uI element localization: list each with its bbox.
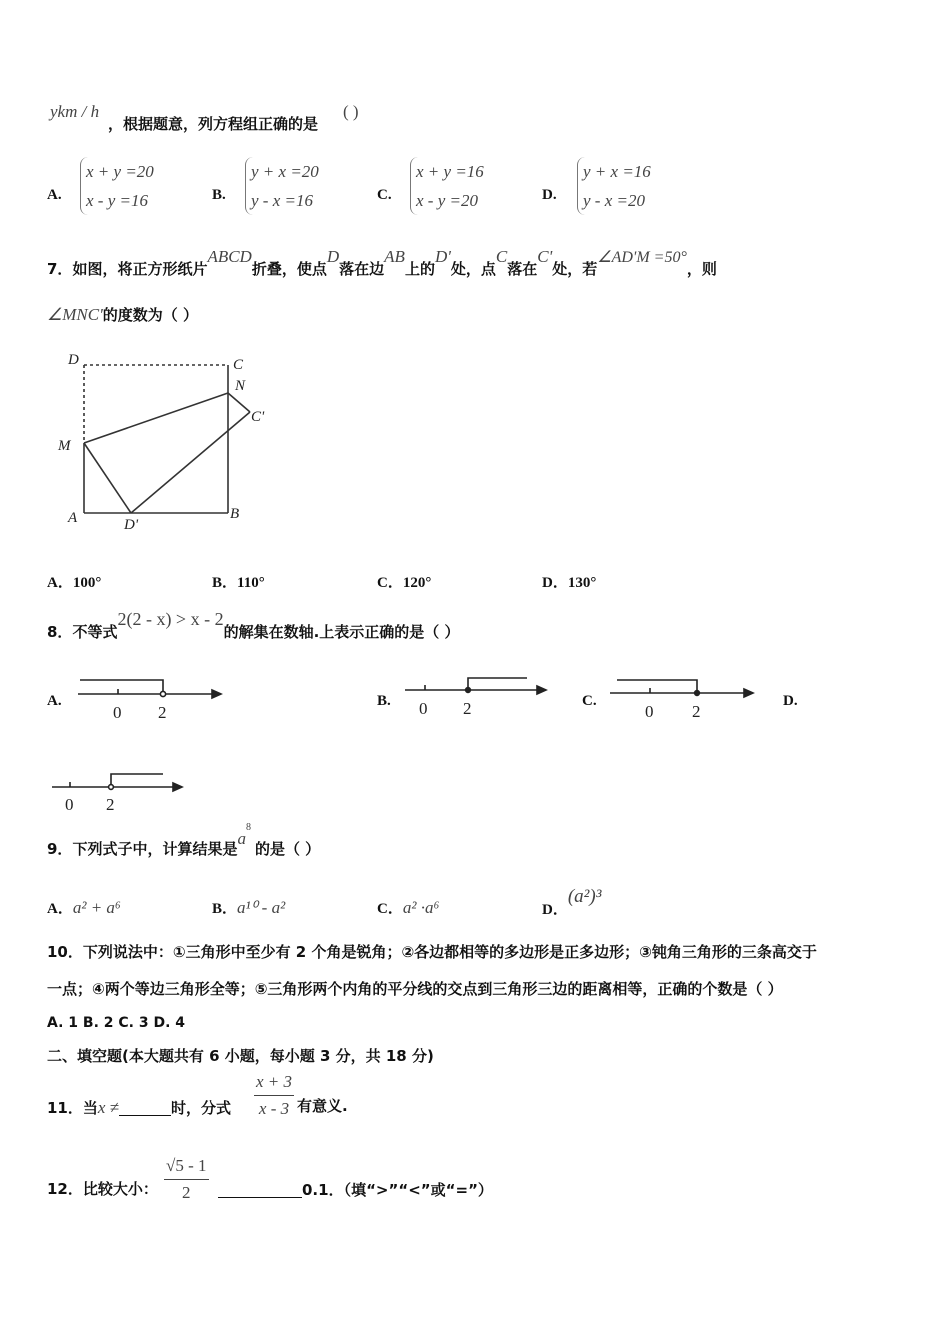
option-expr: a² + a⁶ xyxy=(72,898,121,917)
question-number: 8． xyxy=(47,623,73,641)
q11-stem xyxy=(47,1099,231,1116)
math: C xyxy=(495,247,508,266)
q9-option-a[interactable] xyxy=(47,899,121,917)
option-label: C． xyxy=(377,575,403,591)
q9-option-c[interactable] xyxy=(377,899,439,917)
tick-2: 2 xyxy=(106,795,115,814)
tick-2: 2 xyxy=(158,703,167,722)
label-d: D xyxy=(68,352,79,368)
q6-answer-paren: ( ) xyxy=(343,102,359,121)
q10-line1: 10．下列说法中：①三角形中至少有 2 个角是锐角；②各边都相等的多边形是正多边形；③钝角三角形的三条高交于 xyxy=(47,943,817,961)
number-line-b[interactable] xyxy=(405,678,546,718)
text: 处，点 xyxy=(450,260,496,278)
q6-stem: ，根据题意，列方程组正确的是 xyxy=(108,115,319,133)
number-line-d[interactable] xyxy=(52,774,182,814)
q6-unit: ykm / h xyxy=(50,102,100,121)
option-label: D． xyxy=(542,902,568,918)
q12-tail xyxy=(218,1182,493,1198)
label-n: N xyxy=(235,378,246,394)
question-number: 7． xyxy=(47,260,73,278)
q8-option-b-label: B. xyxy=(377,693,391,709)
q9-option-b[interactable] xyxy=(212,899,285,917)
number-line-c[interactable] xyxy=(610,680,753,721)
q10-line2: 一点；④两个等边三角形全等；⑤三角形两个内角的平分线的交点到三角形三边的距离相等，正确的个数是（ ） xyxy=(47,980,783,998)
math: 2(2 - x) > x - 2 xyxy=(117,609,224,629)
text: 的解集在数轴.上表示正确的是（ ） xyxy=(223,623,460,641)
q6-option-b-label: B. xyxy=(212,187,226,203)
tick-0: 0 xyxy=(65,795,74,814)
text: 的度数为（ ） xyxy=(102,306,198,324)
tick-0: 0 xyxy=(419,699,428,718)
option-label: C． xyxy=(377,901,403,917)
option-expr: (a²)³ xyxy=(567,886,602,907)
text: 落在 xyxy=(507,260,538,278)
option-expr: a² ·a⁶ xyxy=(402,898,440,917)
math: ∠AD'M =50° xyxy=(597,249,687,266)
math: D xyxy=(326,247,340,266)
equation: x + y =16 xyxy=(416,162,484,181)
q12-answer-blank[interactable] xyxy=(218,1182,302,1198)
math: x ≠ xyxy=(97,1098,120,1117)
equation: y + x =20 xyxy=(251,162,319,181)
option-label: D． xyxy=(542,575,568,591)
text: 的是（ ） xyxy=(254,840,321,858)
q9-stem xyxy=(47,822,321,858)
q9-option-d[interactable] xyxy=(542,886,602,918)
option-value: 110° xyxy=(237,575,265,591)
q6-option-a-label: A. xyxy=(47,187,62,203)
label-m: M xyxy=(58,438,71,454)
text: 11．当 xyxy=(47,1099,98,1117)
label-b: B xyxy=(230,506,240,522)
tick-0: 0 xyxy=(645,702,654,721)
math: ∠MNC' xyxy=(47,305,103,324)
option-label: A． xyxy=(47,575,73,591)
option-value: 130° xyxy=(567,575,597,591)
text: 折叠，使点 xyxy=(251,260,327,278)
text: 上的 xyxy=(404,260,435,278)
equation: x + y =20 xyxy=(86,162,154,181)
math: C' xyxy=(537,247,553,266)
math: 8 xyxy=(245,822,251,833)
option-value: 100° xyxy=(72,575,102,591)
text: 不等式 xyxy=(72,623,118,641)
math: D' xyxy=(434,247,451,266)
equation: y + x =16 xyxy=(583,162,651,181)
label-c: C xyxy=(233,357,244,373)
hint: （填“>”“<”或“=”） xyxy=(343,1181,493,1199)
q8-option-d-label: D. xyxy=(783,693,798,709)
text: 落在边 xyxy=(339,260,385,278)
q8-option-a-label: A. xyxy=(47,693,62,709)
q11-fraction xyxy=(254,1072,294,1119)
q12-fraction xyxy=(164,1156,209,1203)
section-2-heading: 二、填空题(本大题共有 6 小题，每小题 3 分，共 18 分) xyxy=(47,1047,434,1065)
text: 如图，将正方形纸片 xyxy=(72,260,208,278)
question-number: 9． xyxy=(47,840,73,858)
label-a: A xyxy=(68,510,78,526)
option-value: 120° xyxy=(402,575,432,591)
equation: x - y =16 xyxy=(86,191,148,210)
label-c-prime: C' xyxy=(251,409,265,425)
q11-answer-blank[interactable] xyxy=(119,1100,171,1116)
equation: x - y =20 xyxy=(416,191,478,210)
text: 处，若 xyxy=(552,260,598,278)
option-label: A． xyxy=(47,901,73,917)
numerator: √5 - 1 xyxy=(164,1156,209,1180)
q10-answers: A. 1 B. 2 C. 3 D. 4 xyxy=(47,1015,186,1031)
q12-stem: 12．比较大小： xyxy=(47,1180,158,1198)
text: 下列式子中，计算结果是 xyxy=(72,840,238,858)
q11-tail: 有意义. xyxy=(297,1097,348,1115)
q8-option-c-label: C. xyxy=(582,693,597,709)
numerator: x + 3 xyxy=(254,1072,294,1096)
equation: y - x =16 xyxy=(251,191,313,210)
math: ABCD xyxy=(207,247,252,266)
option-label: B． xyxy=(212,901,238,917)
math: a xyxy=(237,829,246,848)
denominator: 2 xyxy=(182,1183,191,1202)
number-line-a[interactable] xyxy=(78,680,221,722)
q6-option-c-label: C. xyxy=(377,187,392,203)
denominator: x - 3 xyxy=(258,1099,290,1118)
math: AB xyxy=(384,247,405,266)
equation: y - x =20 xyxy=(583,191,645,210)
option-expr: a¹⁰ - a² xyxy=(237,898,286,917)
option-label: B． xyxy=(212,575,238,591)
text: 时，分式 xyxy=(171,1099,232,1117)
tick-2: 2 xyxy=(692,702,701,721)
text: 0.1． xyxy=(302,1181,344,1199)
tick-0: 0 xyxy=(113,703,122,722)
q6-option-d-label: D. xyxy=(542,187,557,203)
label-d-prime: D' xyxy=(124,517,139,533)
tick-2: 2 xyxy=(463,699,472,718)
text: ，则 xyxy=(686,260,717,278)
